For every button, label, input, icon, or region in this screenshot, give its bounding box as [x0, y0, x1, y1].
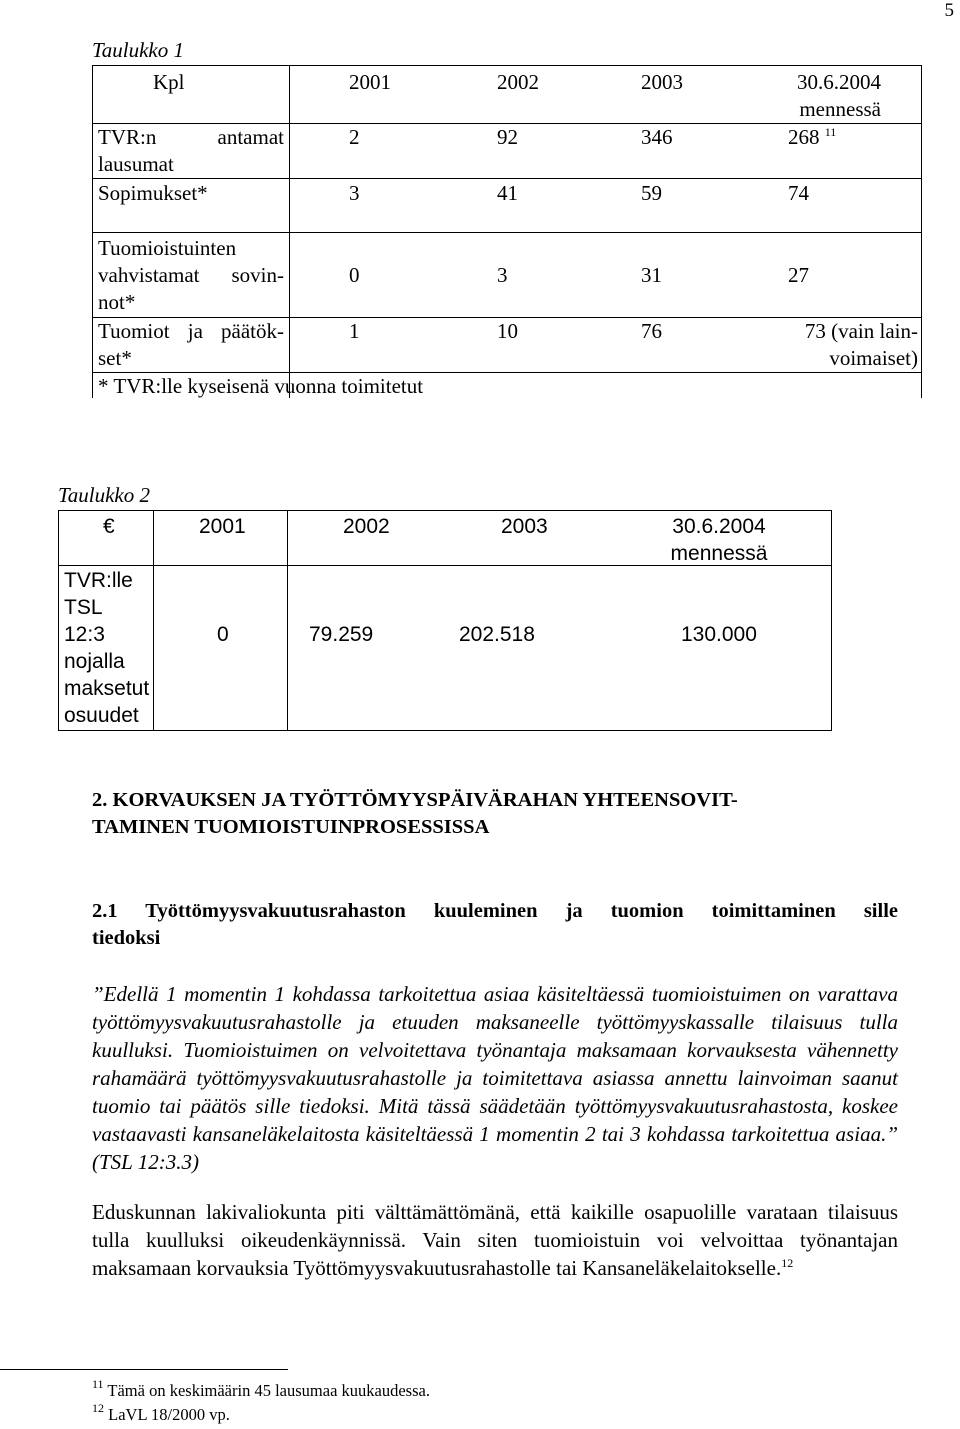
table2-row-2003: 202.518	[459, 623, 535, 646]
table2-row-label: TVR:lle TSL 12:3 nojalla maksetut osuudet	[64, 569, 150, 727]
table2-header-2001: 2001	[199, 515, 246, 538]
subsection-heading: 2.1 Työttömyysvakuutusrahaston kuuleminen ja tuomion toimittaminen sille tiedoksi	[92, 900, 898, 949]
table1-row2-2002: 41	[497, 181, 518, 205]
table1-row4-2003: 76	[641, 319, 662, 343]
table2-row-2001: 0	[217, 623, 229, 646]
table1-row3-2003: 31	[641, 263, 662, 287]
table2	[58, 510, 832, 731]
table1-row3-label: Tuomioistuinten vahvistamat sovin- not*	[98, 236, 284, 314]
table1-footnote: * TVR:lle kyseisenä vuonna toimitetut	[98, 374, 424, 398]
table1-row2-label: Sopimukset*	[98, 181, 208, 205]
table2-row-2002: 79.259	[309, 623, 374, 646]
table1-row2-2004: 74	[788, 181, 809, 205]
footnote-12: $^{12}$ LaVL 18/2000 vp.	[92, 1401, 230, 1424]
table1-row4-2004: 73 (vain lain- voimaiset)	[804, 319, 918, 370]
table1-row4-2002: 10	[497, 319, 518, 343]
table1-row3-2001: 0	[349, 263, 360, 287]
table1-row1-2002: 92	[497, 125, 518, 149]
table1-row1-2001: 2	[349, 125, 360, 149]
table2-header-label: €	[103, 515, 115, 538]
table2-row-2004: 130.000	[681, 623, 757, 646]
table1-header-2004: 30.6.2004 mennessä	[797, 70, 881, 121]
table1-row2-2003: 59	[641, 181, 662, 205]
section-heading: 2. KORVAUKSEN JA TYÖTTÖMYYSPÄIVÄRAHAN YHTEENSOVIT- TAMINEN TUOMIOISTUINPROSESSISSA	[92, 789, 738, 838]
statute-quote: ”Edellä 1 momentin 1 kohdassa tarkoitettua asiaa käsiteltäessä tuomioistuimen on varattava työttömyysvakuutusrahastolle ja etuuden maksaneelle työttömyyskassalle tilaisuus tulla kuulluksi. Tuomioistuimen on velvoitettava työnantaja maksamaan korvauksesta vähennetty rahamäärä työttömyysvakuutusrahastolle ja toimitettava asiassa annettu lainvoiman saanut tuomio tai päätös sille tiedoksi. Mitä tässä säädetään työttömyysvakuutusrahastosta, koskee vastaavasti kansaneläkelaitosta käsiteltäessä 1 momentin 2 tai 3 kohdassa tarkoitettua asiaa.” (TSL 12:3.3)	[92, 982, 898, 1174]
table1-header-2003: 2003	[641, 70, 683, 94]
body-paragraph: Eduskunnan lakivaliokunta piti välttämättömänä, että kaikille osapuolille varataan tilaisuus tulla kuulluksi oikeudenkäynnissä. Vain siten tuomioistuin voi velvoittaa työnantajan maksamaan korvauksia Työttömyysvakuutusrahastolle tai Kansaneläkelaitokselle.$^{12}$	[92, 1200, 898, 1280]
table1-header-2001: 2001	[349, 70, 391, 94]
table1-row4-label: Tuomiot ja päätök- set*	[98, 319, 284, 370]
table1	[92, 65, 922, 398]
footnote-separator	[0, 1369, 288, 1370]
table1-caption: Taulukko 1	[92, 38, 184, 62]
page-number: 5	[944, 0, 954, 21]
table1-row1-label: TVR:n antamat lausumat	[98, 125, 284, 176]
footnote-11: $^{11}$ Tämä on keskimäärin 45 lausumaa kuukaudessa.	[92, 1377, 430, 1400]
table1-row3-2004: 27	[788, 263, 809, 287]
table1-row2-2001: 3	[349, 181, 360, 205]
table1-row4-2001: 1	[349, 319, 360, 343]
table2-header-2003: 2003	[501, 515, 548, 538]
table2-header-2002: 2002	[343, 515, 390, 538]
table2-header-2004: 30.6.2004 mennessä	[670, 515, 768, 565]
table1-row-divider	[93, 232, 921, 233]
table1-header-label: Kpl	[153, 70, 185, 94]
table2-col-divider	[287, 511, 288, 730]
table1-header-2002: 2002	[497, 70, 539, 94]
table2-caption: Taulukko 2	[58, 483, 150, 507]
table1-row1-2004: 268 $^{11}$	[788, 125, 837, 149]
table1-row1-2003: 346	[641, 125, 673, 149]
table1-row-divider	[93, 178, 921, 179]
table1-row3-2002: 3	[497, 263, 508, 287]
